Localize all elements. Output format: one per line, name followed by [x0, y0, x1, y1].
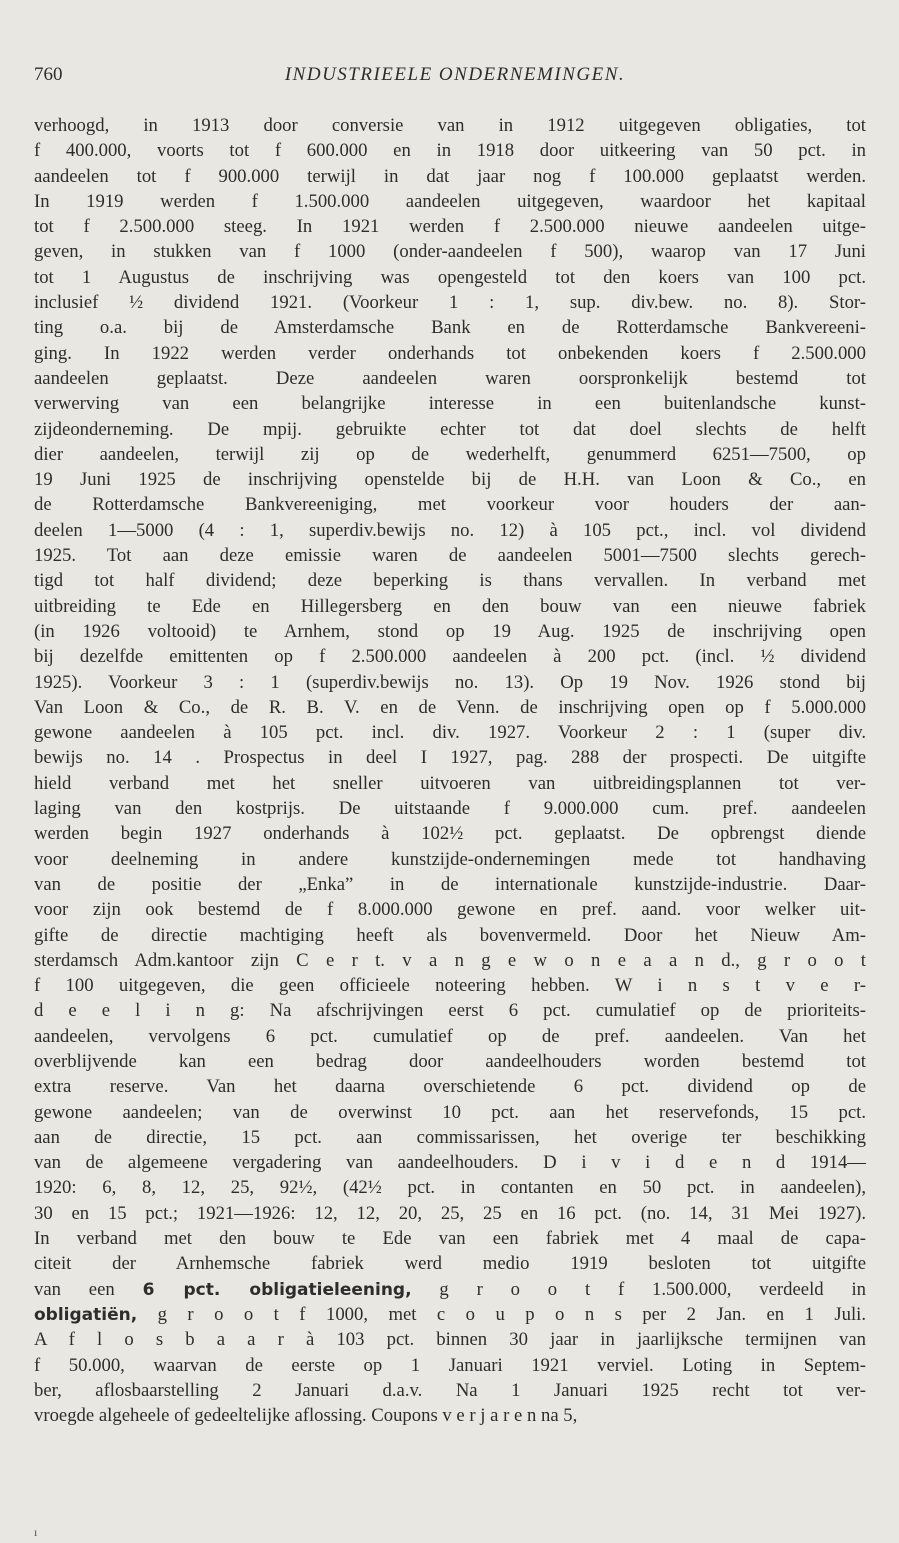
- text-segment: A f l o s b a a r à 103 pct. binnen 30 jaar in jaarlijksche termijnen van: [34, 1329, 866, 1351]
- text-segment: g r o o t f 1.500.000, verdeeld in: [411, 1278, 866, 1300]
- text-segment: vroegde algeheele of gedeeltelijke aflossing. Coupons v e r j a r e n na 5,: [34, 1405, 578, 1427]
- text-line: [34, 1403, 866, 1428]
- text-segment: d e e l i n g: Na afschrijvingen eerst 6 pct. cumulatief op de prioriteits-: [34, 1000, 866, 1022]
- text-line: [34, 1251, 866, 1276]
- text-segment: gewone aandeelen à 105 pct. incl. div. 1927. Voorkeur 2 : 1 (super div.: [34, 722, 866, 744]
- text-line: [34, 1277, 866, 1302]
- text-line: [34, 518, 866, 543]
- text-line: [34, 796, 866, 821]
- text-line: [34, 442, 866, 467]
- bold-term: obligatiën,: [34, 1304, 138, 1325]
- running-title: INDUSTRIEELE ONDERNEMINGEN.: [284, 64, 626, 85]
- text-line: [34, 670, 866, 695]
- text-line: [34, 1302, 866, 1327]
- text-segment: voor deelneming in andere kunstzijde-ondernemingen mede tot handhaving: [34, 848, 866, 870]
- text-line: [34, 1327, 866, 1352]
- text-segment: verhoogd, in 1913 door conversie van in 1912 uitgegeven obligaties, tot: [34, 115, 866, 136]
- text-line: [34, 265, 866, 290]
- text-segment: laging van den kostprijs. De uitstaande f 9.000.000 cum. pref. aandeelen: [34, 798, 866, 820]
- text-line: [34, 568, 866, 593]
- text-segment: extra reserve. Van het daarna overschietende 6 pct. dividend op de: [34, 1076, 866, 1098]
- text-segment: dier aandeelen, terwijl zij op de wederhelft, genummerd 6251—7500, op: [34, 443, 866, 465]
- text-segment: f 400.000, voorts tot f 600.000 en in 1918 door uitkeering van 50 pct. in: [34, 140, 866, 162]
- text-segment: sterdamsch Adm.kantoor zijn C e r t. v a n g e w o n e a a n d., g r o o t: [34, 949, 866, 971]
- text-line: [34, 695, 866, 720]
- text-line: [34, 315, 866, 340]
- text-segment: Van Loon & Co., de R. B. V. en de Venn. de inschrijving open op f 5.000.000: [34, 696, 866, 718]
- bold-term: 6 pct. obligatieleening,: [142, 1279, 412, 1300]
- text-line: [34, 113, 866, 138]
- text-segment: van de positie der „Enka” in de internationale kunstzijde-industrie. Daar-: [34, 873, 866, 895]
- text-segment: aan de directie, 15 pct. aan commissarissen, het overige ter beschikking: [34, 1126, 866, 1148]
- text-segment: bewijs no. 14 . Prospectus in deel I 1927, pag. 288 der prospecti. De uitgifte: [34, 747, 866, 769]
- text-segment: aandeelen geplaatst. Deze aandeelen waren oorspronkelijk bestemd tot: [34, 367, 866, 389]
- text-line: [34, 1100, 866, 1125]
- text-segment: ber, aflosbaarstelling 2 Januari d.a.v. Na 1 Januari 1925 recht tot ver-: [34, 1379, 866, 1401]
- text-segment: overblijvende kan een bedrag door aandeelhouders worden bestemd tot: [34, 1050, 866, 1072]
- text-line: [34, 973, 866, 998]
- text-segment: 1925). Voorkeur 3 : 1 (superdiv.bewijs no. 13). Op 19 Nov. 1926 stond bij: [34, 671, 866, 693]
- text-segment: tot f 2.500.000 steeg. In 1921 werden f 2.500.000 nieuwe aandeelen uitge-: [34, 216, 866, 238]
- text-line: [34, 1201, 866, 1226]
- text-line: [34, 619, 866, 644]
- text-segment: (in 1926 voltooid) te Arnhem, stond op 19 Aug. 1925 de inschrijving open: [34, 620, 866, 642]
- text-line: [34, 189, 866, 214]
- text-line: [34, 847, 866, 872]
- text-line: [34, 366, 866, 391]
- text-segment: f 50.000, waarvan de eerste op 1 Januari 1921 verviel. Loting in Septem-: [34, 1354, 866, 1376]
- text-segment: voor zijn ook bestemd de f 8.000.000 gewone en pref. aand. voor welker uit-: [34, 899, 866, 921]
- text-line: [34, 1353, 866, 1378]
- text-line: [34, 492, 866, 517]
- text-line: [34, 467, 866, 492]
- text-segment: gifte de directie machtiging heeft als bovenvermeld. Door het Nieuw Am-: [34, 924, 866, 946]
- text-segment: aandeelen tot f 900.000 terwijl in dat jaar nog f 100.000 geplaatst werden.: [34, 165, 866, 187]
- text-segment: inclusief ½ dividend 1921. (Voorkeur 1 : 1, sup. div.bew. no. 8). Stor-: [34, 292, 866, 314]
- text-line: [34, 594, 866, 619]
- text-segment: gewone aandeelen; van de overwinst 10 pct. aan het reservefonds, 15 pct.: [34, 1101, 866, 1123]
- text-line: [34, 644, 866, 669]
- text-line: [34, 897, 866, 922]
- text-segment: werden begin 1927 onderhands à 102½ pct. geplaatst. De opbrengst diende: [34, 823, 866, 845]
- text-segment: f 100 uitgegeven, die geen officieele noteering hebben. W i n s t v e r-: [34, 975, 866, 997]
- text-segment: van een: [34, 1278, 143, 1300]
- text-line: [34, 948, 866, 973]
- text-segment: ting o.a. bij de Amsterdamsche Bank en de Rotterdamsche Bankvereeni-: [34, 317, 866, 339]
- text-segment: hield verband met het sneller uitvoeren van uitbreidingsplannen tot ver-: [34, 772, 866, 794]
- text-line: [34, 290, 866, 315]
- text-segment: tot 1 Augustus de inschrijving was opengesteld tot den koers van 100 pct.: [34, 266, 866, 288]
- text-line: [34, 1049, 866, 1074]
- text-line: [34, 1150, 866, 1175]
- text-segment: aandeelen, vervolgens 6 pct. cumulatief op de pref. aandeelen. Van het: [34, 1025, 866, 1047]
- text-segment: 1925. Tot aan deze emissie waren de aandeelen 5001—7500 slechts gerech-: [34, 545, 866, 567]
- text-line: [34, 214, 866, 239]
- text-segment: In 1919 werden f 1.500.000 aandeelen uitgegeven, waardoor het kapitaal: [34, 190, 866, 212]
- page-header: [34, 62, 866, 88]
- text-segment: 19 Juni 1925 de inschrijving openstelde bij de H.H. van Loon & Co., en: [34, 469, 866, 491]
- text-segment: citeit der Arnhemsche fabriek werd medio 1919 besloten tot uitgifte: [34, 1253, 866, 1275]
- text-line: [34, 543, 866, 568]
- text-line: [34, 164, 866, 189]
- text-segment: g r o o t f 1000, met c o u p o n s per 2 Jan. en 1 Juli.: [137, 1303, 866, 1325]
- text-segment: de Rotterdamsche Bankvereeniging, met voorkeur voor houders der aan-: [34, 494, 866, 516]
- text-line: [34, 745, 866, 770]
- text-line: [34, 923, 866, 948]
- text-segment: deelen 1—5000 (4 : 1, superdiv.bewijs no. 12) à 105 pct., incl. vol dividend: [34, 519, 866, 541]
- text-line: [34, 1226, 866, 1251]
- text-segment: zijdeonderneming. De mpij. gebruikte echter tot dat doel slechts de helft: [34, 418, 866, 440]
- page-number: 760: [34, 64, 63, 85]
- text-segment: bij dezelfde emittenten op f 2.500.000 aandeelen à 200 pct. (incl. ½ dividend: [34, 646, 866, 668]
- body-text: [34, 113, 866, 1428]
- text-line: [34, 998, 866, 1023]
- text-segment: ging. In 1922 werden verder onderhands tot onbekenden koers f 2.500.000: [34, 342, 866, 364]
- text-line: [34, 821, 866, 846]
- text-segment: geven, in stukken van f 1000 (onder-aandeelen f 500), waarop van 17 Juni: [34, 241, 866, 263]
- text-line: [34, 1024, 866, 1049]
- text-segment: van de algemeene vergadering van aandeelhouders. D i v i d e n d 1914—: [34, 1152, 866, 1174]
- footer-mark: ı: [34, 1525, 38, 1539]
- text-segment: In verband met den bouw te Ede van een fabriek met 4 maal de capa-: [34, 1228, 866, 1250]
- text-segment: uitbreiding te Ede en Hillegersberg en den bouw van een nieuwe fabriek: [34, 595, 866, 617]
- text-line: [34, 771, 866, 796]
- text-segment: 30 en 15 pct.; 1921—1926: 12, 12, 20, 25, 25 en 16 pct. (no. 14, 31 Mei 1927).: [34, 1202, 866, 1224]
- text-line: [34, 872, 866, 897]
- text-segment: tigd tot half dividend; deze beperking is thans vervallen. In verband met: [34, 570, 866, 592]
- text-line: [34, 1378, 866, 1403]
- text-segment: 1920: 6, 8, 12, 25, 92½, (42½ pct. in contanten en 50 pct. in aandeelen),: [34, 1177, 866, 1199]
- text-line: [34, 720, 866, 745]
- text-line: [34, 138, 866, 163]
- text-line: [34, 417, 866, 442]
- text-line: [34, 1175, 866, 1200]
- text-segment: verwerving van een belangrijke interesse in een buitenlandsche kunst-: [34, 393, 866, 415]
- text-line: [34, 391, 866, 416]
- text-line: [34, 1074, 866, 1099]
- text-line: [34, 239, 866, 264]
- text-line: [34, 341, 866, 366]
- text-line: [34, 1125, 866, 1150]
